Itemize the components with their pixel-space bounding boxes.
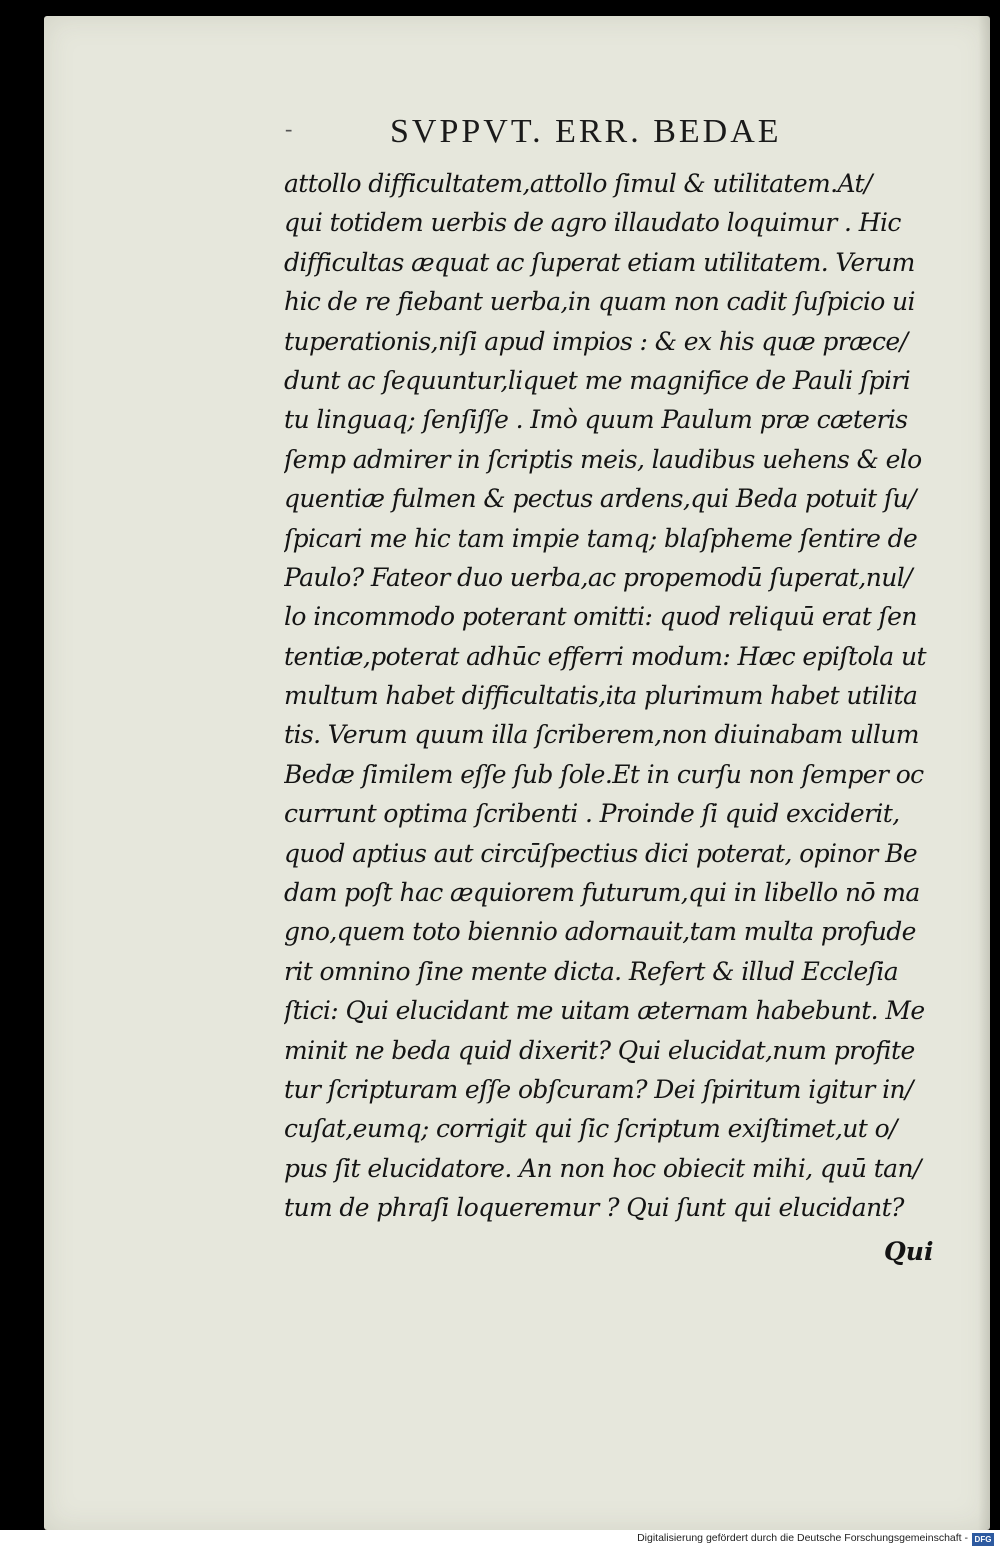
text-line: quod aptius aut circūſpectius dici poterat, opinor Be [284,838,918,868]
text-line: ſemp admirer in ſcriptis meis, laudibus uehens & elo [284,444,922,474]
text-line: attollo difficultatem,attollo ſimul & utilitatem.At/ [284,169,872,198]
footer-bar [0,1530,1000,1550]
body-text [284,164,944,1228]
text-line: cuſat,eumq; corrigit qui ſic ſcriptum exiſtimet,ut o/ [284,1114,897,1144]
catchword: Qui [884,1237,934,1266]
text-line: ſtici: Qui elucidant me uitam æternam habebunt. Me [284,996,925,1026]
text-line: pus ſit elucidatore. An non hoc obiecit mihi, quū tan/ [284,1153,921,1183]
text-line: difficultas æquat ac ſuperat etiam utilitatem. Verum [284,247,915,277]
text-line: lo incommodo poterant omitti: quod reliquū erat ſen [284,602,917,632]
text-line: dunt ac ſequuntur,liquet me magnifice de Pauli ſpiri [284,365,911,395]
text-line: dam poſt hac æquiorem futurum,qui in libello nō ma [284,878,920,908]
text-line: qui totidem uerbis de agro illaudato loquimur . Hic [284,208,901,238]
text-line: tur ſcripturam eſſe obſcuram? Dei ſpiritum igitur in/ [284,1074,913,1104]
page-edge-shadow [978,16,990,1530]
head-mark: - [285,116,293,141]
text-line: Bedæ ſimilem eſſe ſub ſole.Et in curſu non ſemper oc [284,759,924,789]
text-line: tuperationis,niſi apud impios : & ex his quæ præce/ [284,326,908,356]
text-line: quentiæ fulmen & pectus ardens,qui Beda potuit ſu/ [284,484,916,514]
text-line: minit ne beda quid dixerit? Qui elucidat,num profite [284,1035,915,1065]
text-line: tis. Verum quum illa ſcriberem,non diuinabam ullum [284,720,919,750]
text-line: currunt optima ſcribenti . Proinde ſi quid exciderit, [284,799,900,829]
text-line: hic de re fiebant uerba,in quam non cadit ſuſpicio ui [284,287,915,317]
text-line: tentiæ,poterat adhūc efferri modum: Hæc epiſtola ut [284,641,926,671]
text-line: gno,quem toto biennio adornauit,tam multa profude [284,917,916,947]
dfg-logo: DFG [972,1533,994,1546]
running-head: SVPPVT. ERR. BEDAE [390,113,782,150]
footer-credit: Digitalisierung gefördert durch die Deutsche Forschungsgemeinschaft - [637,1532,968,1544]
text-line: rit omnino ſine mente dicta. Refert & illud Eccleſia [284,956,899,986]
text-line: tu linguaq; ſenſiſſe . Imò quum Paulum præ cæteris [284,405,908,435]
text-line: ſpicari me hic tam impie tamq; blaſpheme ſentire de [284,523,918,553]
text-line: Paulo? Fateor duo uerba,ac propemodū ſuperat,nul/ [284,562,912,592]
text-line: multum habet difficultatis,ita plurimum habet utilita [284,681,918,711]
text-line: tum de phraſi loqueremur ? Qui ſunt qui elucidant? [284,1193,904,1223]
